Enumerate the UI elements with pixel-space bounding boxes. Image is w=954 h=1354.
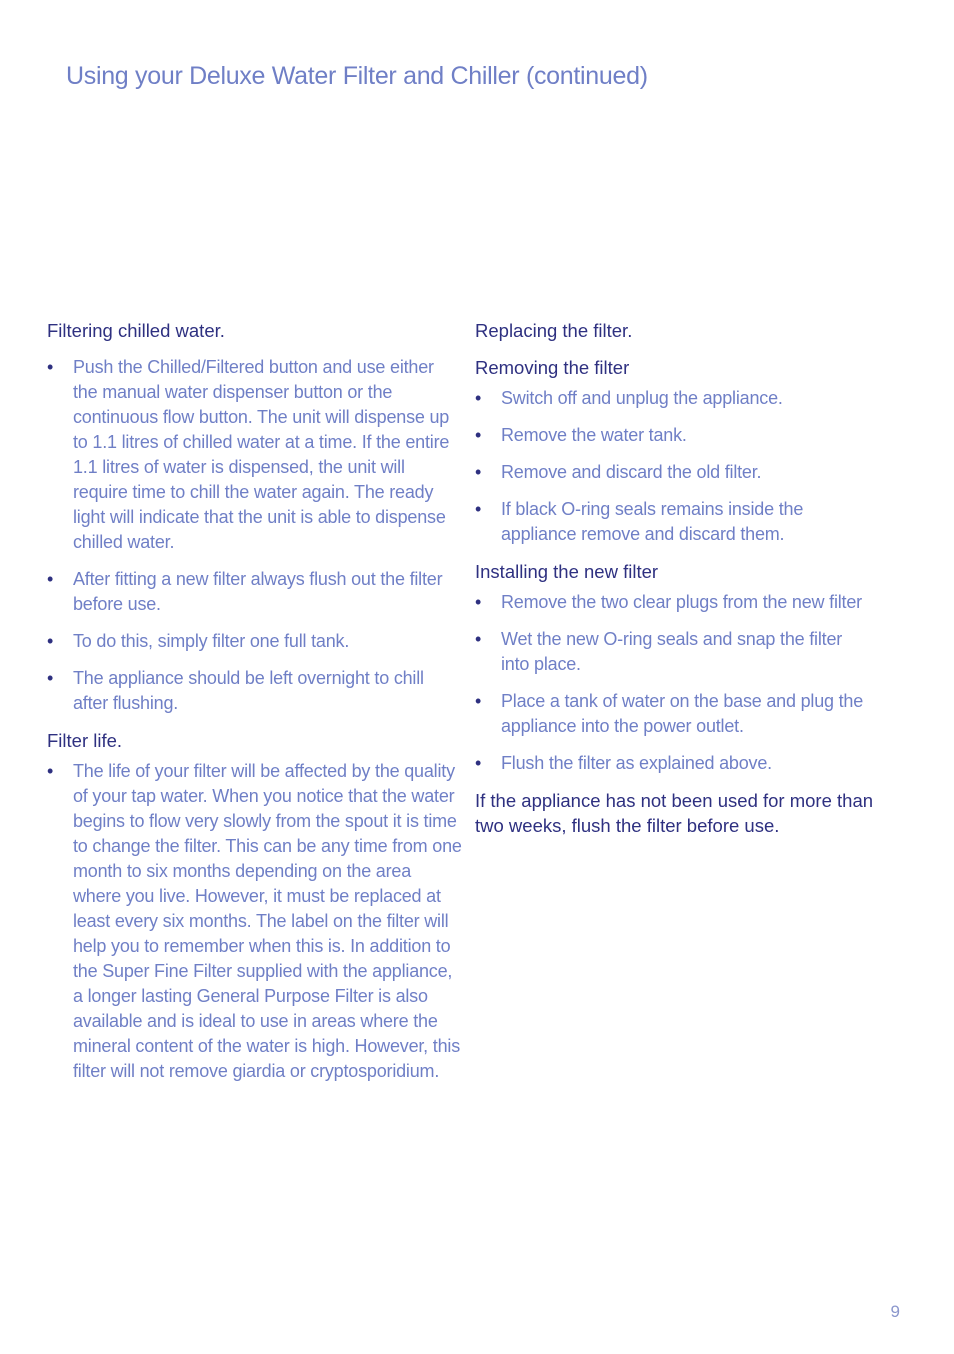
bullet-icon: •: [47, 569, 54, 589]
list-item-text: After fitting a new filter always flush out the filter before use.: [73, 569, 443, 614]
bullet-icon: •: [475, 499, 482, 519]
list-item: [475, 627, 875, 677]
bullet-icon: •: [475, 753, 482, 773]
list-item: [475, 590, 875, 615]
filtering-list: [47, 355, 462, 716]
list-item: [47, 567, 462, 617]
list-item: [475, 386, 875, 411]
bullet-icon: •: [47, 631, 54, 651]
list-item-text: The life of your filter will be affected by the quality of your tap water. When you notice that the water begins to flow very slowly from the spout it is time to change the filter. This can be any time from one month to six months depending on the area where you live. However, it must be replaced at least every six months. The label on the filter will help you to remember when this is. In addition to the Super Fine Filter supplied with the appliance, a longer lasting General Purpose Filter is also available and is ideal to use in areas where the mineral content of the water is high. However, this filter will not remove giardia or cryptosporidium.: [73, 761, 462, 1081]
bullet-icon: •: [47, 357, 54, 377]
page-number: 9: [890, 1302, 900, 1321]
bullet-icon: •: [475, 592, 482, 612]
removing-list: [475, 386, 875, 547]
bullet-icon: •: [47, 668, 54, 688]
bullet-icon: •: [475, 388, 482, 408]
list-item: [47, 666, 462, 716]
list-item-text: Flush the filter as explained above.: [501, 753, 772, 773]
page-title: Using your Deluxe Water Filter and Chiller (continued): [66, 62, 648, 90]
installing-heading: Installing the new filter: [475, 561, 659, 582]
filtering-heading: Filtering chilled water.: [47, 320, 225, 341]
bullet-icon: •: [475, 691, 482, 711]
list-item: [475, 689, 875, 739]
list-item-text: Push the Chilled/Filtered button and use either the manual water dispenser button or the continuous flow button. The unit will dispense up to 1.1 litres of chilled water at a time. If the entire 1.1 litres of water is dispensed, the unit will require time to chill the water again. The ready light will indicate that the unit is able to dispense chilled water.: [73, 357, 450, 552]
list-item: [47, 629, 462, 654]
list-item-text: Switch off and unplug the appliance.: [501, 388, 783, 408]
list-item: [475, 460, 875, 485]
list-item-text: The appliance should be left overnight to chill after flushing.: [73, 668, 424, 713]
filter-life-list: [47, 759, 462, 1084]
list-item: [475, 497, 875, 547]
list-item-text: To do this, simply filter one full tank.: [73, 631, 350, 651]
right-column: [475, 318, 875, 838]
list-item-text: Remove and discard the old filter.: [501, 462, 762, 482]
list-item: [475, 423, 875, 448]
filter-life-heading: Filter life.: [47, 730, 123, 751]
replacing-heading: Replacing the filter.: [475, 320, 633, 341]
unused-appliance-note: If the appliance has not been used for more than two weeks, flush the filter before use.: [475, 790, 874, 836]
list-item-text: Remove the water tank.: [501, 425, 687, 445]
list-item-text: Remove the two clear plugs from the new filter: [501, 592, 862, 612]
list-item: [47, 759, 462, 1084]
left-column: [47, 318, 462, 1096]
bullet-icon: •: [475, 629, 482, 649]
list-item: [475, 751, 875, 776]
installing-list: [475, 590, 875, 776]
bullet-icon: •: [475, 425, 482, 445]
list-item-text: If black O-ring seals remains inside the appliance remove and discard them.: [501, 499, 804, 544]
bullet-icon: •: [47, 761, 54, 781]
list-item: [47, 355, 462, 555]
removing-heading: Removing the filter: [475, 357, 630, 378]
list-item-text: Wet the new O-ring seals and snap the filter into place.: [501, 629, 843, 674]
list-item-text: Place a tank of water on the base and plug the appliance into the power outlet.: [501, 691, 864, 736]
bullet-icon: •: [475, 462, 482, 482]
